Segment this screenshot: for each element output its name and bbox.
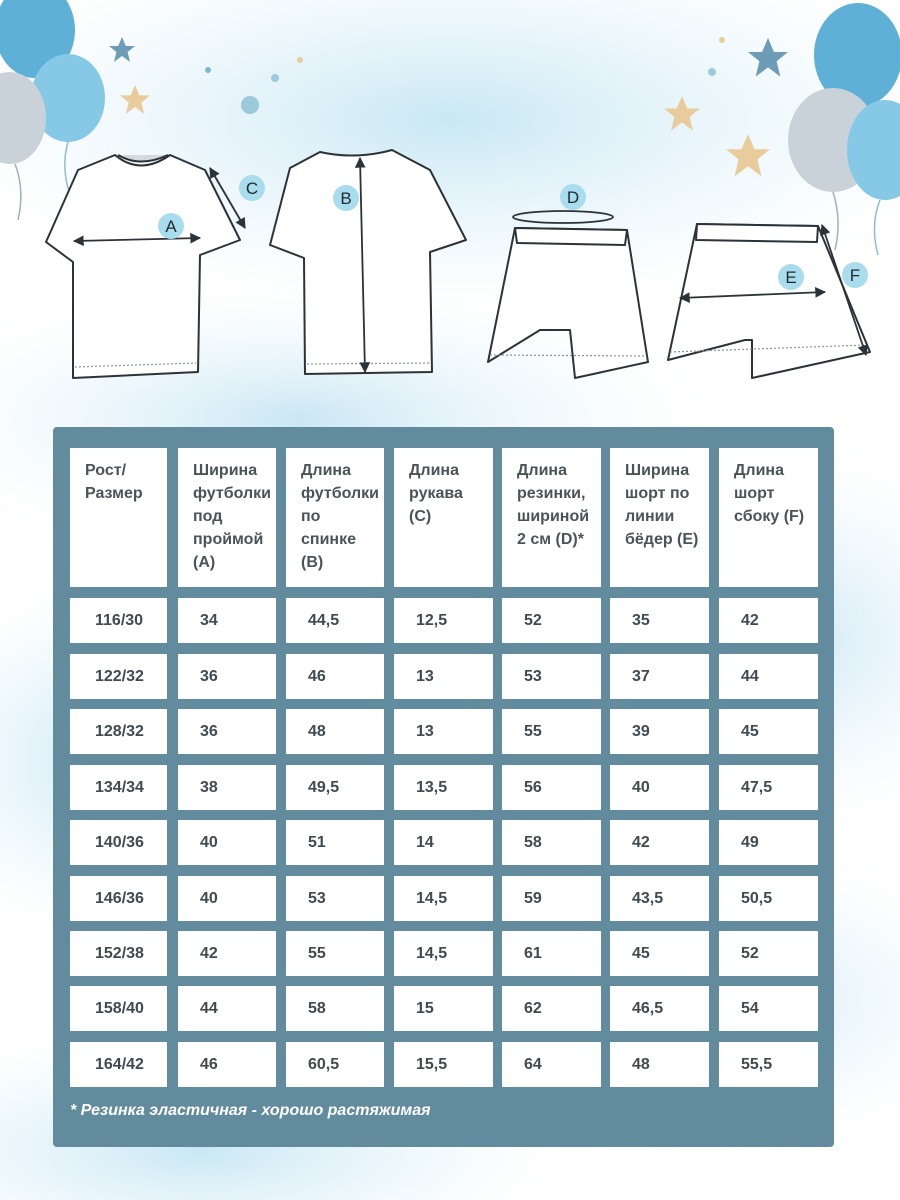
measurement-cell: 47,5 <box>719 765 818 810</box>
measurement-cell: 44 <box>178 986 276 1031</box>
measurement-cell: 45 <box>719 709 818 754</box>
header-waistband-length <box>502 448 601 587</box>
header-line: шириной <box>517 508 590 525</box>
header-line: футболки <box>301 485 379 502</box>
header-line: футболки <box>193 485 271 502</box>
measurement-cell: 40 <box>610 765 709 810</box>
header-size <box>70 448 167 587</box>
measurement-cell: 13,5 <box>394 765 493 810</box>
measurement-cell: 55 <box>502 709 601 754</box>
measurement-cell: 49,5 <box>286 765 384 810</box>
header-line: (B) <box>301 554 324 571</box>
measurement-cell: 55,5 <box>719 1042 818 1087</box>
header-sleeve-length <box>394 448 493 587</box>
measurement-cell: 12,5 <box>394 598 493 643</box>
header-shorts-length <box>719 448 818 587</box>
measurement-cell: 14,5 <box>394 876 493 921</box>
header-line: рукава <box>409 485 463 502</box>
measurement-cell: 13 <box>394 654 493 699</box>
tshirt-front-outline <box>46 155 240 378</box>
measurement-cell: 58 <box>286 986 384 1031</box>
header-line: линии <box>625 508 675 525</box>
size-cell: 158/40 <box>70 986 167 1031</box>
badge-c <box>239 175 265 201</box>
header-line: под <box>193 508 223 525</box>
shorts-front-outline <box>488 228 648 378</box>
measurement-cell: 42 <box>719 598 818 643</box>
measurement-cell: 46 <box>286 654 384 699</box>
measurement-cell: 44,5 <box>286 598 384 643</box>
header-line: проймой <box>193 531 264 548</box>
measurement-cell: 58 <box>502 820 601 865</box>
tshirt-back-outline <box>270 150 466 374</box>
svg-text:A: A <box>165 217 177 236</box>
size-cell: 164/42 <box>70 1042 167 1087</box>
measurement-cell: 56 <box>502 765 601 810</box>
measurement-cell: 14,5 <box>394 931 493 976</box>
measurement-cell: 55 <box>286 931 384 976</box>
measurement-cell: 51 <box>286 820 384 865</box>
measurement-cell: 49 <box>719 820 818 865</box>
badge-e <box>778 264 804 290</box>
svg-text:F: F <box>849 266 861 285</box>
header-line: бёдер (E) <box>625 531 699 548</box>
measurement-cell: 14 <box>394 820 493 865</box>
badge-f <box>842 262 868 288</box>
measurement-cell: 53 <box>502 654 601 699</box>
measurement-cell: 43,5 <box>610 876 709 921</box>
size-cell: 134/34 <box>70 765 167 810</box>
measurement-cell: 53 <box>286 876 384 921</box>
measurement-cell: 45 <box>610 931 709 976</box>
measurement-cell: 54 <box>719 986 818 1031</box>
header-line: сбоку (F) <box>734 508 805 525</box>
measurement-cell: 42 <box>610 820 709 865</box>
measurement-cell: 52 <box>719 931 818 976</box>
header-line: Длина <box>301 462 351 479</box>
measurement-cell: 64 <box>502 1042 601 1087</box>
measurement-cell: 52 <box>502 598 601 643</box>
header-line: 2 см (D)* <box>517 531 584 548</box>
measurement-cell: 13 <box>394 709 493 754</box>
header-line: шорт <box>734 485 775 502</box>
header-line: Ширина <box>193 462 258 479</box>
size-diagrams <box>0 130 900 400</box>
measurement-cell: 15,5 <box>394 1042 493 1087</box>
shorts-side-outline <box>668 224 870 378</box>
header-line: Ширина <box>625 462 690 479</box>
size-cell: 116/30 <box>70 598 167 643</box>
measurement-cell: 48 <box>610 1042 709 1087</box>
measurement-cell: 36 <box>178 709 276 754</box>
measurement-cell: 40 <box>178 876 276 921</box>
header-line: резинки, <box>517 485 586 502</box>
measurement-cell: 48 <box>286 709 384 754</box>
measurement-cell: 46 <box>178 1042 276 1087</box>
footnote: * Резинка эластичная - хорошо растяжимая <box>70 1102 431 1119</box>
size-cell: 140/36 <box>70 820 167 865</box>
badge-b <box>333 185 359 211</box>
header-line: Длина <box>409 462 459 479</box>
header-line: Длина <box>734 462 784 479</box>
measurement-cell: 34 <box>178 598 276 643</box>
measurement-cell: 59 <box>502 876 601 921</box>
header-line: Длина <box>517 462 567 479</box>
measurement-cell: 44 <box>719 654 818 699</box>
measurement-cell: 37 <box>610 654 709 699</box>
measurement-cell: 15 <box>394 986 493 1031</box>
header-chest-width <box>178 448 276 587</box>
measurement-cell: 42 <box>178 931 276 976</box>
measurement-cell: 35 <box>610 598 709 643</box>
header-line: Рост/ <box>85 462 127 479</box>
header-line: спинке <box>301 531 356 548</box>
size-cell: 146/36 <box>70 876 167 921</box>
measurement-cell: 61 <box>502 931 601 976</box>
header-line: (A) <box>193 554 216 571</box>
size-cell: 128/32 <box>70 709 167 754</box>
measurement-cell: 38 <box>178 765 276 810</box>
measurement-cell: 50,5 <box>719 876 818 921</box>
measurement-cell: 39 <box>610 709 709 754</box>
measurement-cell: 40 <box>178 820 276 865</box>
svg-text:E: E <box>785 268 797 287</box>
header-tshirt-length <box>286 448 384 587</box>
header-hip-width <box>610 448 709 587</box>
measurement-cell: 46,5 <box>610 986 709 1031</box>
badge-a <box>158 213 184 239</box>
measurement-cell: 36 <box>178 654 276 699</box>
svg-text:D: D <box>566 188 580 207</box>
header-line: (C) <box>409 508 432 525</box>
svg-text:C: C <box>245 179 259 198</box>
header-line: по <box>301 508 321 525</box>
svg-text:B: B <box>340 189 352 208</box>
measurement-cell: 62 <box>502 986 601 1031</box>
badge-d <box>560 184 586 210</box>
size-cell: 152/38 <box>70 931 167 976</box>
header-line: Размер <box>85 485 143 502</box>
header-line: шорт по <box>625 485 690 502</box>
measurement-cell: 60,5 <box>286 1042 384 1087</box>
size-cell: 122/32 <box>70 654 167 699</box>
